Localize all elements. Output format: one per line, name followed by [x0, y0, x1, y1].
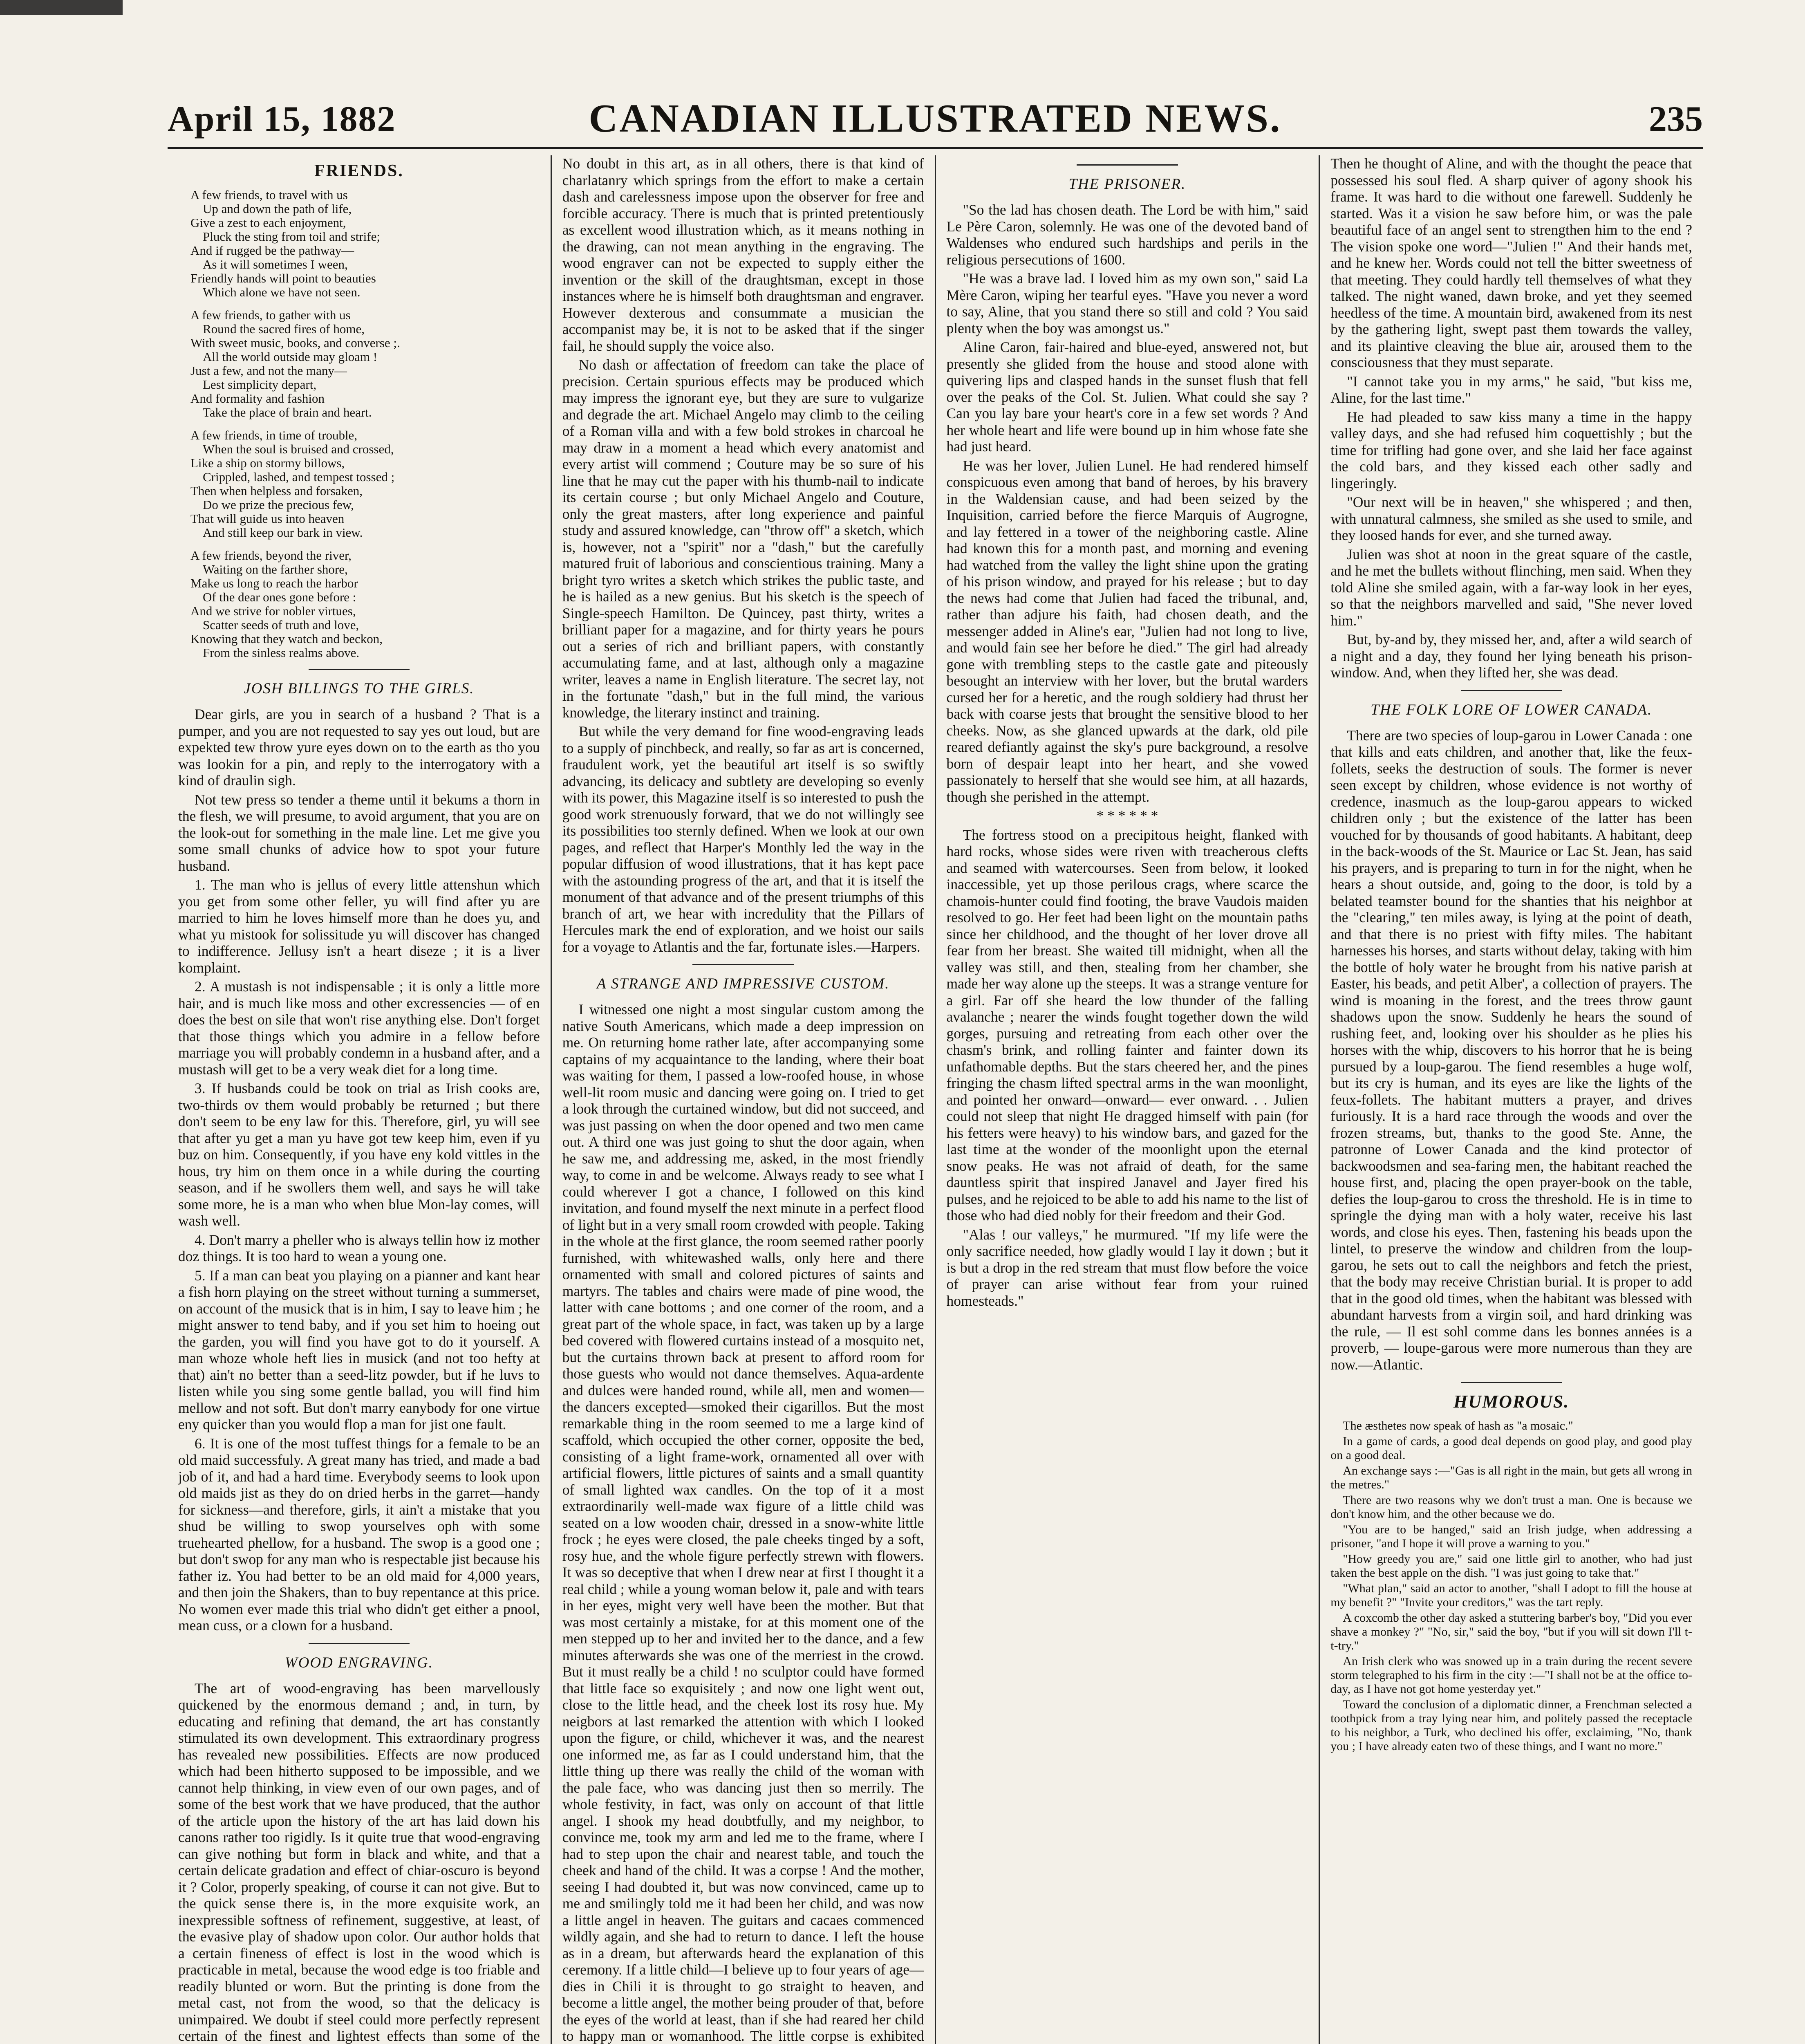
paragraph: 3. If husbands could be took on trial as Irish cooks are, two-thirds ov them would probably be returned ; but there don't seem to be eny law for this. Therefore, girl, yu will see that after yu get a man yu have got tew keep him, even if yu buz on him. Consequently, if you have eny kold vittles in the hous, try him on them once in a while during the courting season, and if he swollers them well, and says he will take some more, he is a man who when blue Mon-lay comes, will wash well.	[178, 1080, 540, 1229]
poem-line: And still keep our bark in view.	[203, 525, 363, 540]
poem-line: Pluck the sting from toil and strife;	[203, 229, 380, 244]
paragraph: The fortress stood on a precipitous height, flanked with hard rocks, whose sides were riven with treacherous clefts and seamed with watercourses. Seen from below, it looked inaccessible, yet up those perilous crags, where scarce the chamois-hunter could find footing, the brave Vaudois maiden resolved to go. Her feet had been light on the mountain paths since her childhood, and the thought of her lover drove all fear from her breast. She waited till midnight, when all the valley was still, and then, stealing from her chamber, she made her way alone up the steeps. It was a strange venture for a girl. Far off she heard the low thunder of the falling avalanche ; nearer the winds fought together down the wild gorges, pursuing and retreating from each other over the chasm's brink, and rolling fainter and fainter down its unfathomable depths. But the stars cheered her, and the pines fringing the chasm lifted spectral arms in the wan moonlight, and pointed her onward—onward— ever onward. . . Julien could not sleep that night He dragged himself with pain (for his fetters were heavy) to his window bars, and gazed for the last time at the wonder of the moonlight upon the eternal snow peaks. He was not afraid of death, for the same dauntless spirit that inspired Janavel and Jayer fired his pulses, and he rejoiced to be able to add his name to the list of those who had died nobly for their freedom and their God.	[946, 826, 1308, 1224]
poem-line: Take the place of brain and heart.	[203, 405, 372, 419]
poem-line: Up and down the path of life,	[203, 202, 352, 216]
poem-line: A few friends, to travel with us	[190, 188, 348, 202]
poem-line: Do we prize the precious few,	[203, 498, 354, 512]
paragraph: Dear girls, are you in search of a husband ? That is a pumper, and you are not requested to say yes out loud, but are expekted tew throw yure eyes down on to the earth as tho you was lookin for a pin, and reply to the interrogatory with a kind of draulin sigh.	[178, 706, 540, 789]
section-break: * * * * * *	[1096, 807, 1158, 824]
paragraph: "Alas ! our valleys," he murmured. "If my life were the only sacrifice needed, how gladly would I lay it down ; but it is but a drop in the red stream that must flow before the voice of prayer can arise without fear from your ruined homesteads."	[946, 1226, 1308, 1309]
humorous-items	[1330, 1419, 1692, 1753]
paragraph: Julien was shot at noon in the great square of the castle, and he met the bullets without flinching, men said. When they told Aline she smiled again, with a far-way look in her eyes, so that the neighbors marvelled and said, "She never loved him."	[1330, 546, 1692, 629]
poem-line: All the world outside may gloam !	[203, 350, 378, 364]
paragraph: But, by-and by, they missed her, and, after a wild search of a night and a day, they found her lying beneath his prison-window. And, when they lifted her, she was dead.	[1330, 631, 1692, 681]
section-divider	[692, 964, 794, 965]
joke-item: "How greedy you are," said one little girl to another, who had just taken the best apple on the dish. "I was just going to take that."	[1330, 1552, 1692, 1580]
newspaper-title: CANADIAN ILLUSTRATED NEWS.	[589, 96, 1282, 141]
paragraph: No doubt in this art, as in all others, there is that kind of charlatanry which springs from the effort to make a certain dash and carelessness impose upon the observer for free and forcible accuracy. There is much that is printed pretentiously as excellent wood illustration which, as it means nothing in the drawing, can not mean anything in the engraving. The wood engraver can not be expected to supply either the invention or the skill of the draughtsman, except in those instances where he is himself both draughtsman and engraver. However dexterous and consummate a musician the accompanist may be, it is not to be asked that if the singer fail, he should supply the voice also.	[562, 155, 924, 354]
joke-item: "You are to be hanged," said an Irish judge, when addressing a prisoner, "and I hope it will prove a warning to you."	[1330, 1523, 1692, 1550]
paragraph: 4. Don't marry a pheller who is always tellin how iz mother doz things. It is too hard to wean a young one.	[178, 1231, 540, 1264]
column-3	[935, 155, 1319, 2044]
paragraph: 1. The man who is jellus of every little attenshun which you get from some other feller, yu will find after yu are married to him he loves himself more than he does yu, and what yu mistook for solissitude yu will discover has changed to indifference. Jellusy isn't a heart diseze ; it is a liver komplaint.	[178, 876, 540, 976]
poem-line: Make us long to reach the harbor	[190, 576, 358, 590]
joke-item: "What plan," said an actor to another, "shall I adopt to fill the house at my benefit ?" "Invite your creditors," was the tart reply.	[1330, 1582, 1692, 1609]
poem-line: Scatter seeds of truth and love,	[203, 618, 359, 632]
poem-line: And we strive for nobler virtues,	[190, 604, 356, 618]
friends-poem	[190, 188, 540, 660]
joke-item: An Irish clerk who was snowed up in a train during the recent severe storm telegraphed to his firm in the city :—"I shall not be at the office to-day, as I have not got home yesterday yet."	[1330, 1654, 1692, 1696]
poem-line: And formality and fashion	[190, 391, 325, 406]
section-divider	[309, 1643, 410, 1644]
joke-item: Toward the conclusion of a diplomatic dinner, a Frenchman selected a toothpick from a tray lying near him, and politely passed the receptacle to his neighbor, a Turk, who declined his offer, exclaiming, "No, thank you ; I have already eaten two of these things, and I want no more."	[1330, 1698, 1692, 1753]
prisoner-title: THE PRISONER.	[1068, 176, 1186, 193]
paragraph: I witnessed one night a most singular custom among the native South Americans, which made a deep impression on me. On returning home rather late, after accompanying some captains of my acquaintance to the landing, where their boat was waiting for them, I passed a low-roofed house, in whose well-lit room music and dancing were going on. I tried to get a look through the curtained window, but did not succeed, and was just passing on when the door opened and two men came out. A third one was just going to shut the door again, when he saw me, and addressing me, asked, in the most friendly way, to come in and be welcome. Always ready to see what I could wherever I got a chance, I followed on this kind invitation, and found myself the next minute in a perfect flood of light but in a very small room crowded with people. Taking in the whole at the first glance, the room seemed rather poorly furnished, with whitewashed walls, only here and there ornamented with small and colored pictures of saints and martyrs. The tables and chairs were made of pine wood, the latter with cane bottoms ; and one corner of the room, and a great part of the whole space, in fact, was taken up by a large bed covered with flowered curtains instead of a mosquito net, but the curtains thrown back at present to afford room for those guests who would not dance themselves. Aqua-ardente and dulces were handed round, while all, men and women—the dancers excepted—smoked their cigarillos. But the most remarkable thing in the room seemed to me a large kind of scaffold, which occupied the other corner, opposite the bed, consisting of a light frame-work, ornamented all over with artificial flowers, little pictures of saints and a small quantity of small lighted wax candles. On the top of it a most extraordinarily well-made wax figure of a little child was seated on a low wooden chair, dressed in a snow-white little frock ; he eyes were closed, the pale cheeks tinged by a soft, rosy hue, and the whole figure perfectly strewn with flowers. It was so deceptive that when I drew near at first I thought it a real child ; while a young woman below it, pale and with tears in her eyes, might very well have been the mother. But that was most certainly a mistake, for at this moment one of the men stepped up to her and invited her to the dance, and a few minutes afterwards she was one of the merriest in the crowd. But it must really be a child ! no sculptor could have formed that little face so exquisitely ; and now one light went out, close to the little head, and the cheek lost its rosy hue. My neigbors at last remarked the attention with which I looked upon the figure, or child, whichever it was, and the nearest one informed me, as far as I could understand him, that the little thing up there was really the child of the woman with the pale face, who was dancing just then so merrily. The whole festivity, in fact, was only on account of that little angel. I shook my head doubtfully, and my neighbor, to convince me, took my arm and led me to the frame, where I had to step upon the chair and nearest table, and touch the cheek and hand of the child. It was a corpse ! And the mother, seeing I had doubted it, but was now convinced, came up to me and smilingly told me it had been her child, and was now a little angel in heaven. The guitars and cacaes commenced wildly again, and she had to return to dance. I left the house as in a dream, but afterwards heard the explanation of this ceremony. If a little child—I believe up to four years of age—dies in Chili it is throught to go straight to heaven, and become a little angel, the mother being prouder of that, before the eyes of the world at least, than if she had reared her child to happy man or womanhood. The little corpse is exhibited	[562, 1001, 924, 2044]
joke-item: An exchange says :—"Gas is all right in the main, but gets all wrong in the metres."	[1330, 1464, 1692, 1491]
poem-line: Friendly hands will point to beauties	[190, 271, 376, 285]
section-divider	[1077, 164, 1178, 166]
paragraph: 5. If a man can beat you playing on a pianner and kant hear a fish horn playing on the street without turning a summerset, on account of the musick that is in him, I say to leave him ; he might answer to tend baby, and if you set him to hoeing out the garden, you will find you have got to do it yourself. A man whoze whole heft lies in musick (and not too hefty at that) ain't no better than a seed-litz powder, but if he luvs to listen while you sing some gentle ballad, you will find him mellow and not soft. But don't marry eanybody for one virtue eny quicker than you would flop a man for jist one fault.	[178, 1267, 540, 1432]
paragraph: "He was a brave lad. I loved him as my own son," said La Mère Caron, wiping her tearful eyes. "Have you never a word to say, Aline, that you stand there so still and cold ? You said plenty when the boy was amongst us."	[946, 270, 1308, 336]
poem-line: Then when helpless and forsaken,	[190, 484, 363, 498]
page-number: 235	[1649, 99, 1703, 139]
strange-custom-title: A STRANGE AND IMPRESSIVE CUSTOM.	[596, 975, 890, 992]
section-divider	[1461, 1382, 1562, 1383]
poem-stanza	[190, 188, 540, 299]
paragraph: He was her lover, Julien Lunel. He had rendered himself conspicuous even among that band of heroes, by his bravery in the Waldensian cause, and had been seized by the Inquisition, carried before the fierce Marquis of Augrogne, and lay fettered in a tower of the neighboring castle. Aline had known this for a month past, and morning and evening had watched from the valley the light shine upon the grating of his prison window, and prayed for his release ; but to day the news had come that Julien had faced the tribunal, and, rather than adjure his faith, had chosen death, and the messenger added in Aline's ear, "Julien had not long to live, and would fain see her before he died." The girl had already gone with trembling steps to the castle gate and piteously besought an interview with her lover, but the brutal warders cursed her for a heretic, and the rough soldiery had thrust her back with coarse jests that brought the sensitive blood to her cheeks. Now, as she glanced upwards at the dark, old pile reared defiantly against the sky's pure background, a resolve born of despair leapt into her heart, and she vowed passionately to herself that she would see him, at all hazards, though she perished in the attempt.	[946, 457, 1308, 805]
poem-line: Knowing that they watch and beckon,	[190, 632, 383, 646]
paragraph: 2. A mustash is not indispensable ; it is only a little more hair, and is much like moss and other excressencies — of en does the best on sile that won't rise anything else. Don't forget that those things which you admire in a fellow before marriage you will probably condemn in a husband after, and a mustash will get to be a very weak diet for a long time.	[178, 978, 540, 1078]
paragraph: Aline Caron, fair-haired and blue-eyed, answered not, but presently she glided from the house and stood alone with quivering lips and clasped hands in the sunset flush that fell over the peaks of the Col. St. Julien. What could she say ? Can you lay bare your heart's core in a few set words ? And her whole heart and life were bound up in him whose fate she had just heard.	[946, 339, 1308, 455]
poem-stanza	[190, 428, 540, 540]
poem-line: A few friends, to gather with us	[190, 308, 351, 322]
column-1	[168, 155, 551, 2044]
column-2	[551, 155, 935, 2044]
section-divider	[1461, 690, 1562, 691]
poem-line: A few friends, beyond the river,	[190, 548, 352, 563]
friends-title: FRIENDS.	[314, 161, 404, 180]
poem-line: From the sinless realms above.	[203, 645, 360, 660]
issue-date: April 15, 1882	[168, 99, 396, 139]
joke-item: There are two reasons why we don't trust a man. One is because we don't know him, and the other because we do.	[1330, 1493, 1692, 1521]
poem-line: Of the dear ones gone before :	[203, 590, 356, 604]
paragraph: No dash or affectation of freedom can take the place of precision. Certain spurious effects may be produced which may impress the ignorant eye, but they are sure to vulgarize and degrade the art. Michael Angelo may climb to the ceiling of a Roman villa and with a few bold strokes in charcoal he may draw in a moment a head which every anatomist and every artist will commend ; Couture may be so sure of his line that he may cut the paper with his thumb-nail to indicate its certain course ; but only Michael Angelo and Couture, only the great masters, after long experience and painful study and assured knowledge, can "throw off" a sketch, which is, however, not a "spirit" nor a "dash," but the carefully matured fruit of laborious and conscientious training. Many a bright tyro writes a sketch which strikes the public taste, and he is hailed as a new genius. But his sketch is the speech of Single-speech Hamilton. De Quincey, past thirty, writes a brilliant paper for a magazine, and for thirty years he pours out a series of rich and brilliant papers, with constantly accumulating fame, and at last, although only a magazine writer, leaves a name in English literature. The secret lay, not in the fortunate "dash," but in the full mind, the various knowledge, the literary instinct and training.	[562, 356, 924, 721]
poem-line: Give a zest to each enjoyment,	[190, 215, 346, 230]
poem-line: And if rugged be the pathway—	[190, 243, 354, 258]
paragraph: But while the very demand for fine wood-engraving leads to a supply of pinchbeck, and really, so far as art is concerned, fraudulent work, yet the beautiful art itself is so swiftly advancing, its delicacy and subtlety are developing so evenly with its power, this Magazine itself is so interested to push the good work strenuously forward, that we do not willingly see its possibilities too sternly defined. When we look at our own pages, and reflect that Harper's Monthly led the way in the popular diffusion of wood illustrations, that it has kept pace with the astounding progress of the art, and that it is itself the monument of that advance and of the present triumphs of this branch of art, we hear with incredulity that the Pillars of Hercules mark the end of exploration, and we hoist our sails for a voyage to Atlantis and the far, fortunate isles.—Harpers.	[562, 723, 924, 955]
paragraph: Not tew press so tender a theme until it bekums a thorn in the flesh, we will presume, to avoid argument, that you are on the look-out for something in the male line. Let me give you some small chunks of advice how to spot your future husband.	[178, 791, 540, 874]
poem-line: When the soul is bruised and crossed,	[203, 442, 394, 456]
poem-line: Just a few, and not the many—	[190, 363, 347, 378]
poem-line: Round the sacred fires of home,	[203, 322, 365, 336]
poem-line: Waiting on the farther shore,	[203, 562, 348, 576]
paragraph: 6. It is one of the most tuffest things for a female to be an old maid successfuly. A great many has tried, and made a bad job of it, and had a hard time. Everybody seems to look upon old maids jist as they do on dried herbs in the garret—handy for sickness—and therefore, girls, it ain't a mistake that you shud be willing to swop yourselves oph with some truehearted phellow, for a husband. The swop is a good one ; but don't swop for any man who is respectable jist because his father iz. You had better to be an old maid for 4,000 years, and then join the Shakers, than to buy repentance at this price. No women ever made this trial who didn't get either a pnool, mean cuss, or a clown for a husband.	[178, 1435, 540, 1634]
paragraph: He had pleaded to saw kiss many a time in the happy valley days, and she had refused him coquettishly ; but the time for trifling had gone over, and she laid her face against the cold bars, and they kissed each other sadly and lingeringly.	[1330, 408, 1692, 491]
wood-engraving-title: WOOD ENGRAVING.	[284, 1654, 433, 1671]
poem-line: Which alone we have not seen.	[203, 285, 361, 299]
poem-line: A few friends, in time of trouble,	[190, 428, 358, 442]
column-4	[1319, 155, 1703, 2044]
poem-line: Like a ship on stormy billows,	[190, 456, 345, 470]
paragraph: "Our next will be in heaven," she whispered ; and then, with unnatural calmness, she smiled as she used to smile, and they loosed hands for ever, and she turned away.	[1330, 494, 1692, 543]
folk-lore-title: THE FOLK LORE OF LOWER CANADA.	[1371, 701, 1653, 718]
poem-line: As it will sometimes I ween,	[203, 257, 348, 271]
joke-item: The æsthetes now speak of hash as "a mosaic."	[1343, 1419, 1573, 1432]
poem-line: Crippled, lashed, and tempest tossed ;	[203, 470, 395, 484]
article-columns	[168, 155, 1703, 2044]
poem-line: Lest simplicity depart,	[203, 377, 317, 392]
joke-item: In a game of cards, a good deal depends on good play, and good play on a good deal.	[1330, 1434, 1692, 1462]
scan-edge-mark	[0, 0, 123, 15]
section-divider	[309, 669, 410, 670]
paragraph: Then he thought of Aline, and with the thought the peace that possessed his soul fled. A sharp quiver of agony shook his frame. It was hard to die without one farewell. Suddenly he started. Was it a vision he saw before him, or was the pale beautiful face of an angel sent to strengthen him to the end ? The vision spoke one word—"Julien !" And their hands met, and he knew her. Words could not tell the bitter sweetness of that meeting. They could hardly tell themselves of what they talked. The night waned, dawn broke, and yet they seemed heedless of the time. A mountain bird, awakened from its nest by the gathering light, swept past them towards the valley, and its plaintive cleaving the blue air, aroused them to the consciousness that they must separate.	[1330, 155, 1692, 370]
paragraph: The art of wood-engraving has been marvellously quickened by the enormous demand ; and, in turn, by educating and refining that demand, the art has constantly stimulated its own development. This extraordinary progress has revealed new possibilities. Effects are now produced which had been hitherto supposed to be impossible, and we cannot help thinking, in view even of our own pages, and of some of the best work that we have produced, that the author of the article upon the history of the art has laid down his canons rather too rigidly. Is it quite true that wood-engraving can give nothing but form in black and white, and that a certain delicate gradation and effect of chiar-oscuro is beyond it ? Color, properly speaking, of course it can not give. But to the quick sense there is, in the more exquisite work, an inexpressible softness of refinement, suggestive, at least, of the evasive play of shadow upon color. Our author holds that a certain fineness of effect is lost in the wood which is practicable in metal, because the wood edge is too friable and readily blunted or worn. But the printing is done from the metal cast, not from the wood, so that the delicacy is unimpaired. We doubt if steel could more perfectly represent certain of the finest and lightest effects than some of the	[178, 1680, 540, 2044]
poem-stanza	[190, 308, 540, 419]
poem-stanza	[190, 549, 540, 660]
page-header	[168, 90, 1703, 149]
humorous-title: HUMOROUS.	[1453, 1392, 1570, 1412]
josh-billings-title: JOSH BILLINGS TO THE GIRLS.	[244, 680, 475, 697]
paragraph: There are two species of loup-garou in Lower Canada : one that kills and eats children, and another that, like the feux-follets, seeks the destruction of souls. The former is never seen except by children, whose evidence is not worthy of credence, inasmuch as the loup-garou appears to wicked children only ; but the existence of the latter has been vouched for by thousands of good habitants. A habitant, deep in the back-woods of the St. Maurice or Lac St. Jean, has said his prayers, and is preparing to turn in for the night, when he hears a shout outside, and, going to the door, is told by a belated teamster bound for the shanties that his neighbor at the "clearing," ten miles away, is lying at the point of death, and that there is no priest with fifty miles. The habitant harnesses his horses, and starts without delay, taking with him the bottle of holy water he brought from his native parish at Easter, his beads, and petit Alber', a collection of prayers. The wind is moaning in the forest, and the trees throw gaunt shadows upon the snow. Suddenly he hears the sound of rushing feet, and, looking over his shoulder as he plies his horses with the whip, discovers to his horror that he is being pursued by a loup-garou. The fiend resembles a huge wolf, but its cry is human, and its eyes are like the lights of the feux-follets. The habitant mutters a prayer, and drives furiously. It is a hard race through the woods and over the frozen streams, but, thanks to the good Ste. Anne, the patronne of Lower Canada and the kind protector of backwoodsmen and sea-faring men, the habitant reached the house first, and, placing the open prayer-book on the table, defies the loup-garou to cross the threshold. He is in time to springle the dying man with a holy water, receive his last words, and close his eyes. Then, fastening his beads upon the lintel, to preserve the window and children from the loup-garou, he sets out to call the neighbors and fetch the priest, that the body may receive Christian burial. It is proper to add that in the good old times, when the habitant was blessed with abundant harvests from a virgin soil, and hard drinking was the rule, — Il est sohl comme dans les bonnes années is a proverb, — loupe-garous were more numerous than they are now.—Atlantic.	[1330, 727, 1692, 1373]
paragraph: "So the lad has chosen death. The Lord be with him," said Le Père Caron, solemnly. He was one of the devoted band of Waldenses who endured such hardships and perils in the religious persecutions of 1600.	[946, 202, 1308, 268]
poem-line: With sweet music, books, and converse ;.	[190, 336, 400, 350]
poem-line: That will guide us into heaven	[190, 511, 345, 526]
joke-item: A coxcomb the other day asked a stuttering barber's boy, "Did you ever shave a monkey ?" "No, sir," said the boy, "but if you will sit down I'll t-t-try."	[1330, 1611, 1692, 1652]
paragraph: "I cannot take you in my arms," he said, "but kiss me, Aline, for the last time."	[1330, 373, 1692, 406]
